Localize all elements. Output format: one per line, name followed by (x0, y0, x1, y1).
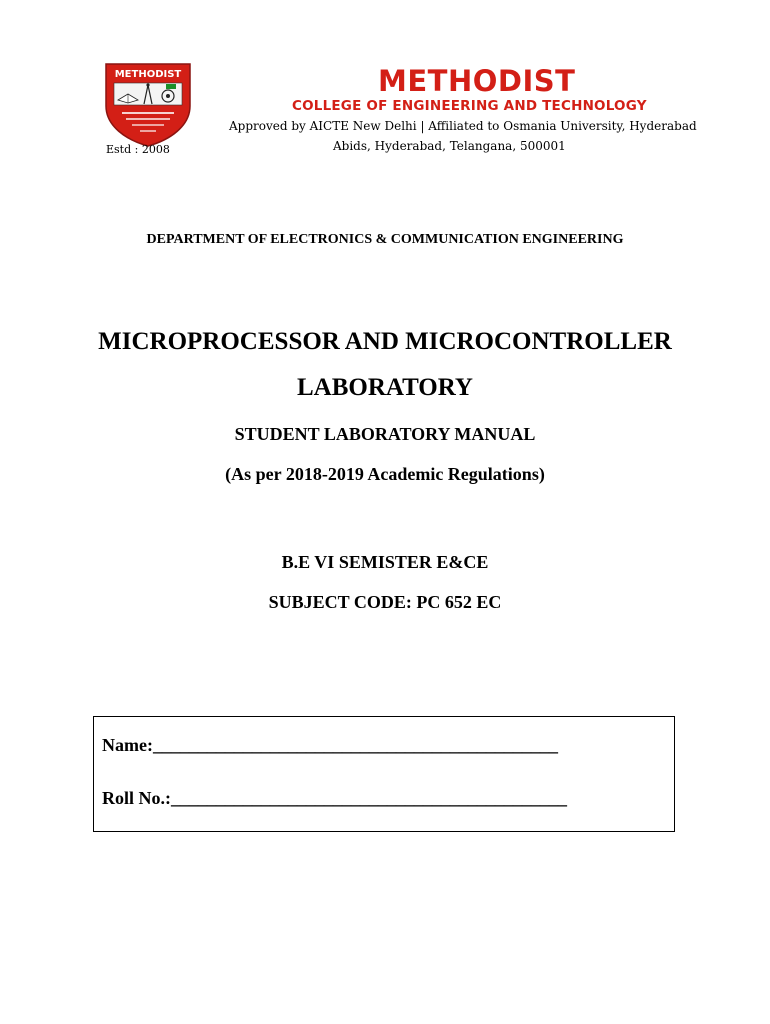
college-address: Abids, Hyderabad, Telangana, 500001 (333, 139, 566, 153)
lab-title-line1: MICROPROCESSOR AND MICROCONTROLLER (98, 328, 672, 355)
roll-number-field[interactable]: Roll No.:____________________________________________ (102, 788, 567, 808)
student-info-box (93, 716, 675, 832)
svg-text:METHODIST: METHODIST (114, 69, 182, 80)
lab-title-line2: LABORATORY (296, 374, 473, 401)
semester-label: B.E VI SEMISTER E&CE (281, 552, 489, 572)
established-year: Estd : 2008 (106, 143, 170, 156)
subject-code: SUBJECT CODE: PC 652 EC (268, 592, 502, 612)
regulations-note: (As per 2018-2019 Academic Regulations) (225, 464, 545, 484)
college-logo (100, 60, 196, 148)
college-name: METHODIST (378, 64, 576, 98)
college-subtitle: COLLEGE OF ENGINEERING AND TECHNOLOGY (292, 98, 647, 114)
name-field[interactable]: Name:_____________________________________________ (102, 735, 558, 755)
department-heading: DEPARTMENT OF ELECTRONICS & COMMUNICATION ENGINEERING (146, 232, 624, 247)
manual-subtitle: STUDENT LABORATORY MANUAL (234, 424, 536, 444)
approval-line: Approved by AICTE New Delhi | Affiliated to Osmania University, Hyderabad (229, 119, 697, 133)
